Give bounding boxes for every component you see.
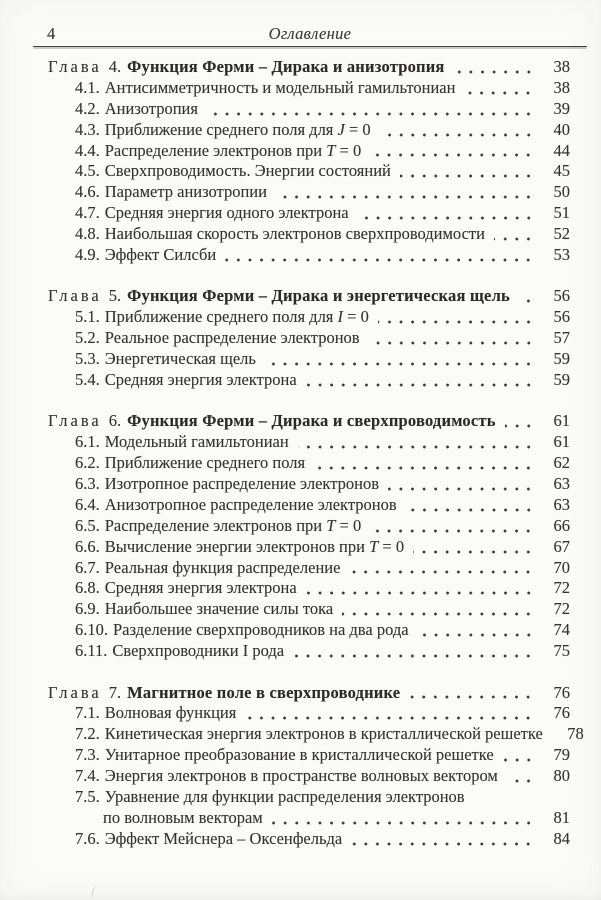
item-title: Анизотропное распределение электронов — [104, 494, 397, 514]
toc-item-row — [45, 495, 570, 516]
dot-leader — [409, 695, 538, 699]
toc-chapter — [45, 57, 570, 266]
item-title: Распределение электронов при T = 0 — [104, 515, 362, 535]
running-head — [33, 24, 587, 47]
toc-item-row — [45, 829, 570, 850]
page-number: 62 — [553, 453, 570, 473]
item-number: 4.6. — [75, 182, 100, 202]
toc-item-row — [45, 120, 570, 141]
toc-item-row — [45, 641, 570, 662]
page-number: 40 — [553, 119, 570, 139]
toc-chapter — [45, 411, 570, 662]
toc-item-row — [45, 370, 570, 391]
toc-item-row — [45, 558, 570, 579]
page-number: 72 — [553, 578, 570, 598]
item-title: Наибольшая скорость электронов сверхпроводимости — [104, 224, 485, 244]
dot-leader — [276, 195, 538, 199]
item-title: Реальная функция распределение — [104, 557, 341, 577]
dot-leader — [370, 153, 538, 157]
page-number: 76 — [553, 682, 570, 702]
dot-leader — [314, 466, 538, 470]
dot-leader — [505, 424, 538, 428]
toc-item-row — [45, 307, 570, 328]
item-title: Кинетическая энергия электронов в кристаллической решетке — [104, 724, 543, 744]
item-title: Средняя энергия электрона — [104, 369, 297, 389]
item-title: Вычисление энергии электронов при T = 0 — [104, 536, 405, 556]
dot-leader — [507, 779, 538, 783]
toc-item-row — [45, 78, 570, 99]
item-title: Анизотропия — [104, 98, 198, 118]
dot-leader — [225, 258, 538, 262]
dot-leader — [342, 612, 538, 616]
dot-leader — [519, 299, 538, 303]
toc-item-row — [45, 537, 570, 558]
toc-chapter-row — [45, 411, 570, 432]
dot-leader — [494, 237, 538, 241]
item-title: Унитарное преобразование в кристаллической решетке — [104, 745, 494, 765]
dot-leader — [454, 70, 538, 74]
page-number: 78 — [567, 724, 584, 744]
item-title: Наибольшее значение силы тока — [104, 599, 334, 619]
item-number: 7.3. — [75, 745, 100, 765]
item-title: Средняя энергия электрона — [104, 578, 297, 598]
item-number: 6.7. — [75, 557, 100, 577]
scan-smudge — [91, 886, 102, 899]
toc-item-row — [45, 620, 570, 641]
toc-chapter-row — [45, 286, 570, 307]
item-number: 5.1. — [75, 307, 100, 327]
page-number: 45 — [553, 161, 570, 181]
dot-leader — [413, 550, 538, 554]
toc-item-row — [45, 474, 570, 495]
item-title: Разделение сверхпроводников на два рода — [113, 620, 409, 640]
chapter-title: Функция Ферми – Дирака и энергетическая щель — [127, 286, 510, 306]
toc-item-row — [45, 99, 570, 120]
item-title: Приближение среднего поля — [104, 453, 306, 473]
dot-leader — [474, 800, 563, 804]
item-number: 7.1. — [75, 703, 100, 723]
page-number: 50 — [553, 182, 570, 202]
folio-page-number: 4 — [47, 24, 56, 43]
running-title: Оглавление — [268, 24, 352, 43]
dot-leader — [207, 112, 538, 116]
toc-item-row — [45, 203, 570, 224]
item-title: Антисимметричность и модельный гамильтониан — [104, 77, 456, 97]
dot-leader — [378, 320, 538, 324]
chapter-number: 7. — [108, 682, 122, 702]
toc-item-continuation-row — [45, 808, 570, 829]
item-number: 7.6. — [75, 828, 100, 848]
item-number: 6.8. — [75, 578, 100, 598]
chapter-title: Функция Ферми – Дирака и сверхпроводимость — [127, 411, 496, 431]
item-number: 6.6. — [75, 536, 100, 556]
item-number: 7.5. — [75, 787, 100, 806]
dot-leader — [380, 133, 538, 137]
toc-item-row — [45, 724, 584, 745]
toc-item-row — [45, 161, 570, 182]
item-title: Средняя энергия одного электрона — [104, 203, 349, 223]
dot-leader — [358, 216, 538, 220]
item-title: Изотропное распределение электронов — [104, 474, 379, 494]
dot-leader — [306, 591, 538, 595]
item-number: 6.2. — [75, 453, 100, 473]
page-number: 56 — [553, 307, 570, 327]
toc-chapter-row — [45, 683, 570, 704]
page-number: 57 — [553, 328, 570, 348]
page-number: 56 — [553, 286, 570, 306]
toc-item-row — [45, 328, 570, 349]
item-number: 5.4. — [75, 369, 100, 389]
item-number: 7.4. — [75, 766, 100, 786]
item-title: Приближение среднего поля для J = 0 — [104, 119, 371, 139]
item-number: 4.7. — [75, 203, 100, 223]
item-number: 6.4. — [75, 494, 100, 514]
toc-item-row — [45, 349, 570, 370]
chapter-label: Глава — [48, 286, 102, 306]
dot-leader — [298, 445, 538, 449]
item-number: 6.1. — [75, 432, 100, 452]
page-number: 53 — [553, 245, 570, 265]
item-number: 7.2. — [75, 724, 100, 744]
dot-leader — [406, 508, 538, 512]
item-number: 4.3. — [75, 119, 100, 139]
toc-item-row — [45, 766, 570, 787]
page-number: 38 — [553, 57, 570, 76]
item-title: Уравнение для функции распределения электронов — [104, 787, 465, 806]
page-number: 66 — [553, 515, 570, 535]
toc-item-row — [45, 224, 570, 245]
dot-leader — [369, 341, 538, 345]
toc — [45, 57, 584, 850]
chapter-title: Функция Ферми – Дирака и анизотропия — [127, 57, 445, 76]
page-number: 51 — [553, 203, 570, 223]
item-number: 4.9. — [75, 245, 100, 265]
page-number: 81 — [553, 807, 570, 827]
page-number: 59 — [553, 349, 570, 369]
item-title: Распределение электронов при T = 0 — [104, 140, 362, 160]
item-number: 4.2. — [75, 98, 100, 118]
dot-leader — [370, 529, 538, 533]
item-title: Энергетическая щель — [104, 349, 256, 369]
item-number: 4.1. — [75, 77, 100, 97]
toc-item-row — [45, 141, 570, 162]
page-number: 75 — [553, 641, 570, 661]
chapter-title: Магнитное поле в сверхпроводнике — [127, 682, 401, 702]
item-title: Параметр анизотропии — [104, 182, 267, 202]
toc-item-row — [45, 787, 570, 808]
dot-leader — [418, 633, 538, 637]
item-number: 6.11. — [75, 641, 108, 661]
dot-leader — [503, 758, 538, 762]
item-number: 6.3. — [75, 474, 100, 494]
item-number: 6.5. — [75, 515, 100, 535]
item-title-continuation: по волновым векторам — [103, 807, 263, 827]
dot-leader — [265, 362, 538, 366]
dot-leader — [349, 570, 538, 574]
toc-item-row — [45, 599, 570, 620]
page-number: 38 — [553, 77, 570, 97]
item-title: Приближение среднего поля для I = 0 — [104, 307, 369, 327]
item-title: Модельный гамильтониан — [104, 432, 289, 452]
dot-leader — [464, 91, 538, 95]
toc-item-row — [45, 578, 570, 599]
dot-leader — [400, 174, 538, 178]
item-number: 4.8. — [75, 224, 100, 244]
page-number: 74 — [553, 620, 570, 640]
toc-item-row — [45, 245, 570, 266]
toc-chapter-row — [45, 57, 570, 78]
page-number: 79 — [553, 745, 570, 765]
item-title: Сверхпроводимость. Энергии состояний — [104, 161, 391, 181]
item-title: Энергия электронов в пространстве волновых вектором — [104, 766, 498, 786]
page-number: 63 — [553, 474, 570, 494]
chapter-number: 4. — [108, 57, 122, 76]
page-number: 84 — [553, 828, 570, 848]
page-number: 44 — [553, 140, 570, 160]
page-number: 80 — [553, 766, 570, 786]
item-number: 4.4. — [75, 140, 100, 160]
toc-item-row — [45, 516, 570, 537]
toc-item-row — [45, 432, 570, 453]
chapter-label: Глава — [48, 682, 102, 702]
item-title: Эффект Силсби — [104, 245, 217, 265]
page-number: 39 — [553, 98, 570, 118]
page-number: 59 — [553, 369, 570, 389]
page-number: 63 — [553, 494, 570, 514]
dot-leader — [388, 487, 538, 491]
chapter-number: 5. — [108, 286, 122, 306]
chapter-label: Глава — [48, 411, 102, 431]
item-title: Реальное распределение электронов — [104, 328, 360, 348]
toc-item-row — [45, 453, 570, 474]
dot-leader — [293, 654, 538, 658]
item-title: Волновая функция — [104, 703, 237, 723]
item-title: Эффект Мейснера – Оксенфельда — [104, 828, 343, 848]
page-number: 67 — [553, 536, 570, 556]
dot-leader — [272, 821, 538, 825]
toc-item-row — [45, 745, 570, 766]
chapter-label: Глава — [48, 57, 102, 76]
toc-chapter — [45, 682, 584, 850]
dot-leader — [245, 716, 538, 720]
page-number: 52 — [553, 224, 570, 244]
page-number: 61 — [553, 432, 570, 452]
toc-item-row — [45, 703, 570, 724]
toc-item-row — [45, 182, 570, 203]
item-number: 6.9. — [75, 599, 100, 619]
dot-leader — [351, 842, 538, 846]
item-number: 4.5. — [75, 161, 100, 181]
item-number: 5.2. — [75, 328, 100, 348]
item-number: 6.10. — [75, 620, 108, 640]
item-number: 5.3. — [75, 349, 100, 369]
page-number: 70 — [553, 557, 570, 577]
dot-leader — [306, 383, 538, 387]
page-number: 61 — [553, 411, 570, 431]
item-title: Сверхпроводники I рода — [112, 641, 285, 661]
chapter-number: 6. — [108, 411, 122, 431]
page-number: 72 — [553, 599, 570, 619]
toc-chapter — [45, 286, 570, 390]
page-number: 76 — [553, 703, 570, 723]
